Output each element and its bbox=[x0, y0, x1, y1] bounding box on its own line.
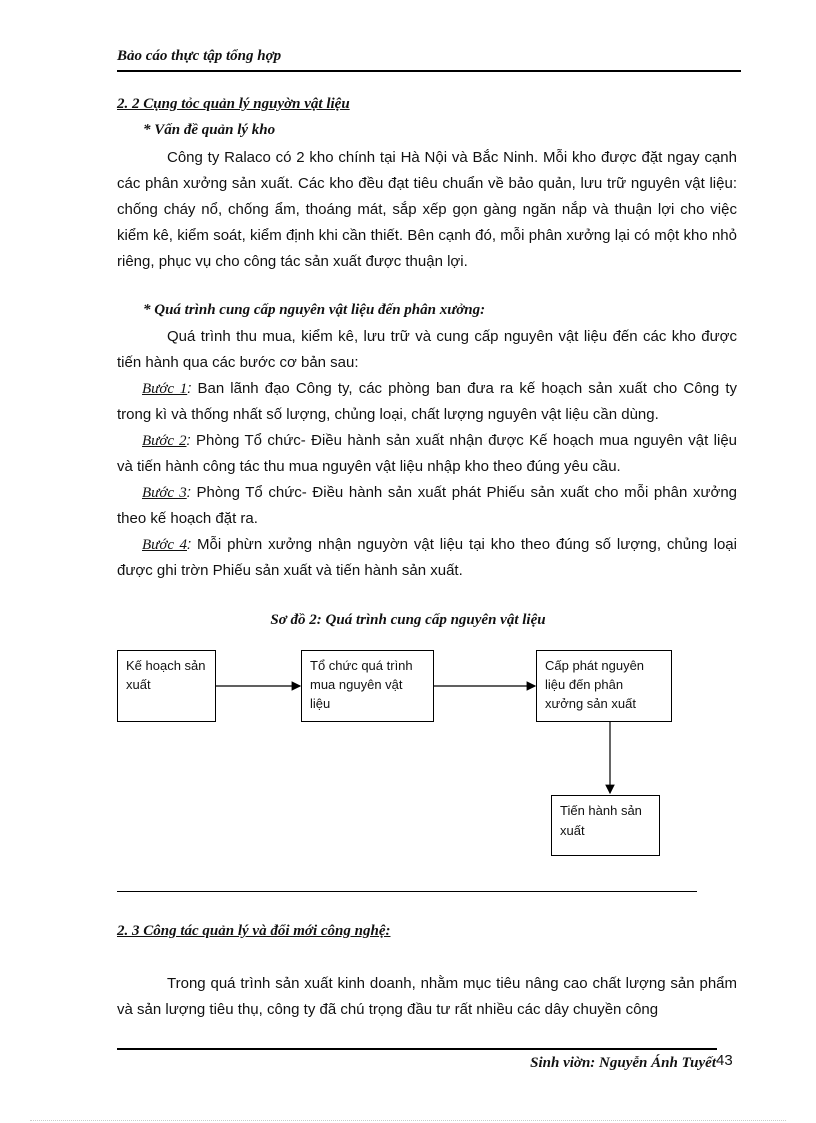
section-2-2-title: 2. 2 Cụng tỏc quản lý nguyờn vật liệu bbox=[117, 96, 350, 112]
section-2-3-title: 2. 3 Công tác quản lý và đổi mới công nghệ: bbox=[117, 923, 391, 939]
step-1-label: Bước 1 bbox=[142, 381, 188, 397]
step-2-paragraph: Bước 2: Phòng Tổ chức- Điều hành sản xuất nhận được Kế hoạch mua nguyên vật liệu và tiến hành công tác thu mua nguyên vật liệu nhập kho theo đúng yêu cầu. bbox=[117, 432, 737, 475]
warehouse-paragraph: Công ty Ralaco có 2 kho chính tại Hà Nội và Bắc Ninh. Mỗi kho được đặt ngay cạnh các phân xưởng sản xuất. Các kho đều đạt tiêu chuẩn về bảo quản, lưu trữ nguyên vật liệu: chống cháy nổ, chống ẩm, thoáng mát, sắp xếp gọn gàng ngăn nắp và thuận lợi cho việc kiểm kê, kiểm soát, kiểm định khi cần thiết. Bên cạnh đó, mỗi phân xưởng lại có một kho nhỏ riêng, phục vụ cho công tác sản xuất được thuận lợi. bbox=[117, 149, 737, 270]
flow-box-dispatch: Cấp phát nguyên liệu đến phân xưởng sản xuất bbox=[536, 650, 672, 722]
footer-rule bbox=[117, 1048, 717, 1050]
step-3-paragraph: Bước 3: Phòng Tổ chức- Điều hành sản xuất phát Phiếu sản xuất cho mỗi phân xưởng theo kế hoạch đặt ra. bbox=[117, 484, 737, 527]
flow-box-produce: Tiến hành sản xuất bbox=[551, 795, 660, 856]
footer-author: Sinh viờn: Nguyễn Ánh Tuyết bbox=[530, 1055, 716, 1071]
step-3-label: Bước 3 bbox=[142, 485, 187, 501]
diagram-caption: Sơ đồ 2: Quá trình cung cấp nguyên vật liệu bbox=[270, 612, 546, 628]
supply-process-heading: * Quá trình cung cấp nguyên vật liệu đến phân xưởng: bbox=[143, 302, 486, 318]
flow-box-plan: Kế hoạch sản xuất bbox=[117, 650, 216, 722]
page-number: 43 bbox=[716, 1052, 733, 1069]
page-bottom-dotted-line bbox=[30, 1120, 786, 1121]
section-2-3-paragraph: Trong quá trình sản xuất kinh doanh, nhằm mục tiêu nâng cao chất lượng sản phẩm và sản lượng tiêu thụ, công ty đã chú trọng đầu tư rất nhiều các dây chuyền công bbox=[117, 975, 737, 1018]
flow-box-organize: Tổ chức quá trình mua nguyên vật liệu bbox=[301, 650, 434, 722]
step-4-paragraph: Bước 4: Mỗi phừn xưởng nhận nguyờn vật liệu tại kho theo đúng số lượng, chủng loại được ghi trờn Phiếu sản xuất và tiến hành sản xuất. bbox=[117, 536, 737, 579]
step-4-label: Bước 4 bbox=[142, 537, 187, 553]
warehouse-heading: * Vấn đề quản lý kho bbox=[143, 122, 276, 138]
step-2-label: Bước 2 bbox=[142, 433, 187, 449]
supply-intro-paragraph: Quá trình thu mua, kiểm kê, lưu trữ và cung cấp nguyên vật liệu đến các kho được tiến hành qua các bước cơ bản sau: bbox=[117, 328, 737, 371]
document-header-title: Bảo cáo thực tập tổng hợp bbox=[117, 48, 282, 64]
step-1-paragraph: Bước 1: Ban lãnh đạo Công ty, các phòng ban đưa ra kế hoạch sản xuất cho Công ty trong kì và thống nhất số lượng, chủng loại, chất lượng nguyên vật liệu cần dùng. bbox=[117, 380, 737, 423]
diagram-separator bbox=[117, 891, 697, 892]
